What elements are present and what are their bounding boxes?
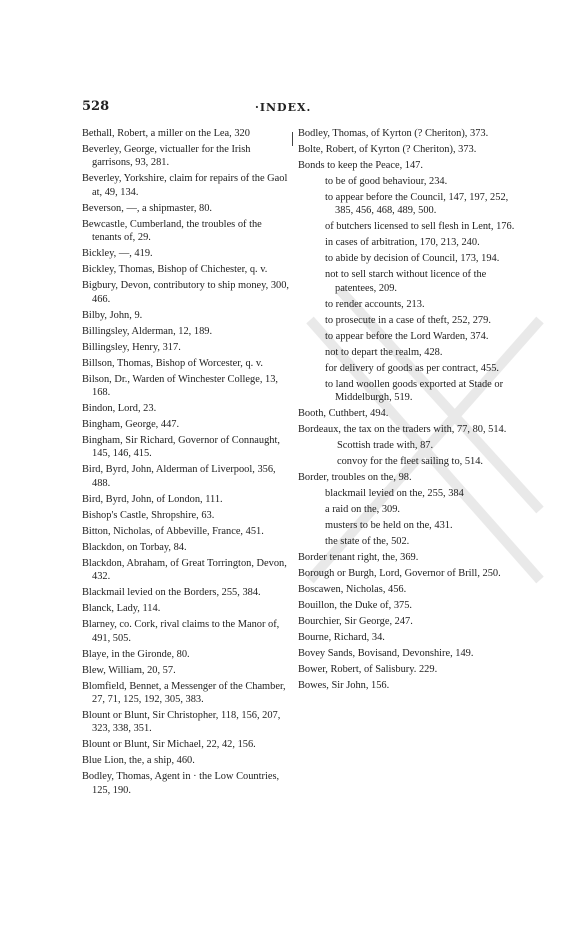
index-entry: Blue Lion, the, a ship, 460. <box>82 755 195 767</box>
index-entry: Blarney, co. Cork, rival claims to the Manor of, 491, 505. <box>82 619 280 644</box>
index-subentry: in cases of arbitration, 170, 213, 240. <box>325 237 480 249</box>
index-entry: Borough or Burgh, Lord, Governor of Brill, 250. <box>298 568 501 580</box>
index-subentry: the state of the, 502. <box>325 536 410 548</box>
index-entry: Border tenant right, the, 369. <box>298 552 419 564</box>
index-entry: Bower, Robert, of Salisbury. 229. <box>298 664 438 676</box>
index-subentry: not to depart the realm, 428. <box>325 346 443 358</box>
left-index-column <box>82 127 292 800</box>
index-entry: Bordeaux, the tax on the traders with, 77, 80, 514. <box>298 424 507 436</box>
index-entry: Bishop's Castle, Shropshire, 63. <box>82 509 215 521</box>
index-subentry: for delivery of goods as per contract, 455. <box>325 362 499 374</box>
index-entry: Booth, Cuthbert, 494. <box>298 408 389 420</box>
index-entry: Blew, William, 20, 57. <box>82 664 176 676</box>
index-subentry: blackmail levied on the, 255, 384 <box>325 488 464 500</box>
index-entry: Billson, Thomas, Bishop of Worcester, q. v. <box>82 357 263 369</box>
index-entry: Bethall, Robert, a miller on the Lea, 320 <box>82 128 250 139</box>
index-entry: Bilby, John, 9. <box>82 309 143 321</box>
column-divider-mark <box>292 132 293 146</box>
index-entry: Blount or Blunt, Sir Michael, 22, 42, 156. <box>82 739 256 751</box>
index-entry: Blackdon, Abraham, of Great Torrington, Devon, 432. <box>82 557 287 583</box>
index-entry: Bewcastle, Cumberland, the troubles of the tenants of, 29. <box>82 218 262 244</box>
page-header: ·INDEX. <box>255 101 312 114</box>
index-subentry: not to sell starch without licence of the patentees, 209. <box>325 269 487 294</box>
index-entry: Beverson, —, a shipmaster, 80. <box>82 202 213 214</box>
index-entry: Billingsley, Henry, 317. <box>82 341 181 353</box>
index-entry: Blackmail levied on the Borders, 255, 384. <box>82 587 261 599</box>
index-entry: Blount or Blunt, Sir Christopher, 118, 156, 207, 323, 338, 351. <box>82 710 281 735</box>
index-entry: Bindon, Lord, 23. <box>82 403 157 415</box>
index-entry: Bingham, George, 447. <box>82 419 180 431</box>
index-entry: Bird, Byrd, John, of London, 111. <box>82 493 223 505</box>
index-subentry: to be of good behaviour, 234. <box>325 176 448 187</box>
index-entry: Blackdon, on Torbay, 84. <box>82 541 187 553</box>
index-entry: Bourne, Richard, 34. <box>298 632 385 644</box>
index-entry: Bigbury, Devon, contributory to ship money, 300, 466. <box>82 280 290 305</box>
index-entry: Border, troubles on the, 98. <box>298 472 412 484</box>
index-subentry: to land woollen goods exported at Stade or Middelburgh, 519. <box>325 378 504 404</box>
index-subentry: to prosecute in a case of theft, 252, 279. <box>325 314 491 326</box>
index-entry: Boscawen, Nicholas, 456. <box>298 584 407 596</box>
index-entry: Bonds to keep the Peace, 147. <box>298 160 423 171</box>
index-subentry: convoy for the fleet sailing to, 514. <box>337 456 484 468</box>
index-entry: Bilson, Dr., Warden of Winchester College, 13, 168. <box>82 373 279 399</box>
index-entry: Bickley, —, 419. <box>82 248 153 260</box>
index-entry: Bickley, Thomas, Bishop of Chichester, q. v. <box>82 264 268 276</box>
index-entry: Bolte, Robert, of Kyrton (? Cheriton), 373. <box>298 144 477 155</box>
index-subentry: Scottish trade with, 87. <box>337 440 434 452</box>
index-subentry: a raid on the, 309. <box>325 504 401 516</box>
index-entry: Bovey Sands, Bovisand, Devonshire, 149. <box>298 648 474 660</box>
index-entry: Beverley, George, victualler for the Irish garrisons, 93, 281. <box>82 144 251 169</box>
right-index-column <box>298 127 520 695</box>
index-entry: Bingham, Sir Richard, Governor of Connaught, 145, 146, 415. <box>82 435 280 460</box>
index-subentry: of butchers licensed to sell flesh in Lent, 176. <box>325 221 515 233</box>
index-entry: Blaye, in the Gironde, 80. <box>82 648 190 660</box>
index-entry: Bodley, Thomas, of Kyrton (? Cheriton), 373. <box>298 128 489 139</box>
index-entry: Blanck, Lady, 114. <box>82 603 161 615</box>
index-subentry: to abide by decision of Council, 173, 194. <box>325 253 500 265</box>
index-entry: Bodley, Thomas, Agent in · the Low Countries, 125, 190. <box>82 771 280 796</box>
index-entry: Bitton, Nicholas, of Abbeville, France, 451. <box>82 525 264 537</box>
index-entry: Bourchier, Sir George, 247. <box>298 616 413 628</box>
index-subentry: to appear before the Lord Warden, 374. <box>325 330 489 342</box>
index-entry: Bowes, Sir John, 156. <box>298 680 390 692</box>
index-entry: Blomfield, Bennet, a Messenger of the Chamber, 27, 71, 125, 192, 305, 383. <box>82 680 286 706</box>
index-entry: Bird, Byrd, John, Alderman of Liverpool, 356, 488. <box>82 464 276 489</box>
page-number: 528 <box>82 99 110 114</box>
index-subentry: musters to be held on the, 431. <box>325 520 453 532</box>
index-entry: Billingsley, Alderman, 12, 189. <box>82 325 213 337</box>
index-subentry: to appear before the Council, 147, 197, 252, 385, 456, 468, 489, 500. <box>325 192 509 217</box>
index-subentry: to render accounts, 213. <box>325 298 425 310</box>
index-entry: Bouillon, the Duke of, 375. <box>298 600 412 612</box>
index-entry: Beverley, Yorkshire, claim for repairs of the Gaol at, 49, 134. <box>82 173 288 198</box>
